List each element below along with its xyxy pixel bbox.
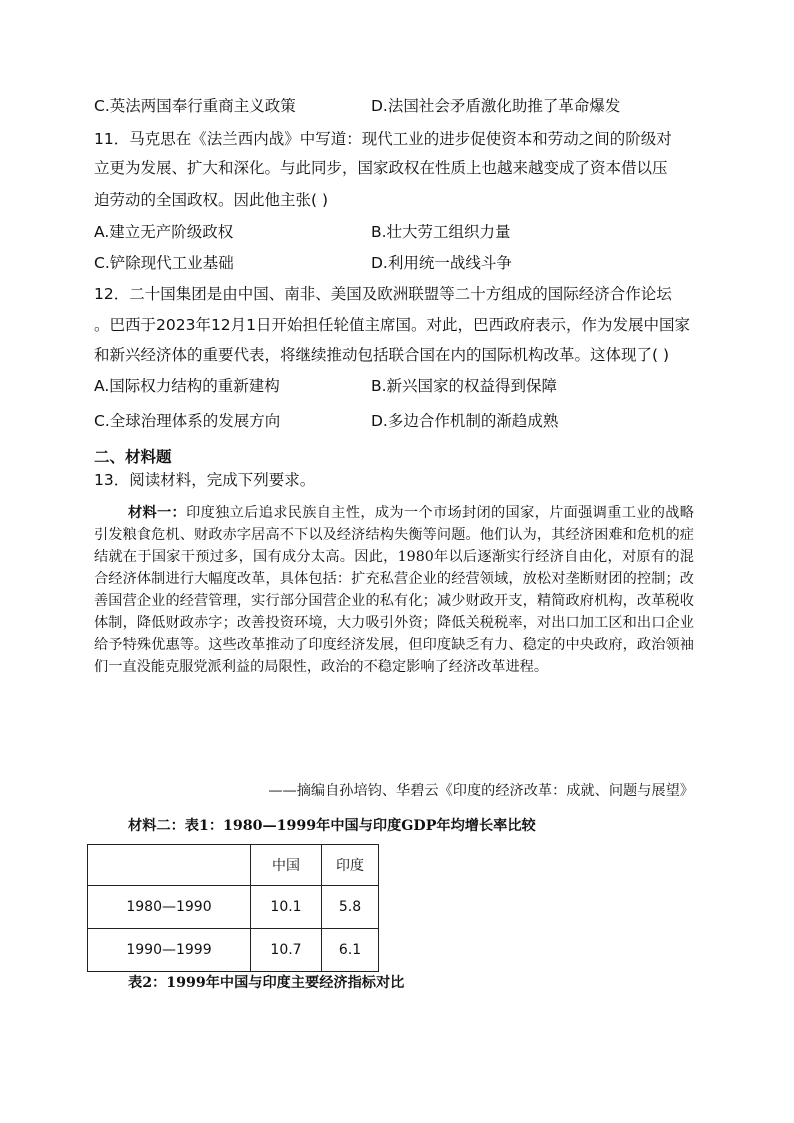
q12-stem-line-3: 和新兴经济体的重要代表，将继续推动包括联合国在内的国际机构改革。这体现了( ) [94,346,670,364]
material-2-header [128,815,688,837]
table-cell: 10.1 [251,886,322,929]
q11-stem-line-1: 11．马克思在《法兰西内战》中写道：现代工业的进步促使资本和劳动之间的阶级对 [94,130,672,148]
q12-option-b: B.新兴国家的权益得到保障 [371,377,558,395]
q12-option-a: A.国际权力结构的重新建构 [94,377,280,395]
gdp-growth-table [87,844,379,972]
material-2-label: 材料二： [128,818,185,834]
q12-option-c: C.全球治理体系的发展方向 [94,412,281,430]
table-header-row [88,845,379,886]
q10-option-c: C.英法两国奉行重商主义政策 [94,97,296,115]
table-header-cell [88,845,251,886]
q12-stem-line-1: 12．二十国集团是由中国、南非、美国及欧洲联盟等二十方组成的国际经济合作论坛 [94,285,672,303]
table-header-cell: 中国 [251,845,322,886]
q12-option-d: D.多边合作机制的渐趋成熟 [371,412,559,430]
material-1-text: 印度独立后追求民族自主性，成为一个市场封闭的国家，片面强调重工业的战略引发粮食危机、财政赤字居高不下以及经济结构失衡等问题。他们认为，其经济困难和危机的症结就在于国家干预过多，国有成分太高。因此，1980年以后逐渐实行经济自由化，对原有的混合经济体制进行大幅度改革，具体包括：扩充私营企业的经营领域，放松对垄断财团的控制；改善国营企业的经营管理，实行部分国营企业的私有化；减少财政开支，精简政府机构，改革税收体制，降低财政赤字；改善投资环境，大力吸引外资；降低关税税率，对出口加工区和出口企业给予特殊优惠等。这些改革推动了印度经济发展，但印度缺乏有力、稳定的中央政府，政治领袖们一直没能克服党派利益的局限性，政治的不稳定影响了经济改革进程。 [94,505,694,675]
table-cell: 1980—1990 [88,886,251,929]
section-heading: 二、材料题 [94,448,172,466]
material-1-label: 材料一： [128,505,187,521]
q13-stem: 13．阅读材料，完成下列要求。 [94,471,316,489]
q12-stem-line-2: 。巴西于2023年12月1日开始担任轮值主席国。对此，巴西政府表示，作为发展中国家 [94,316,691,334]
table-2-caption: 表2：1999年中国与印度主要经济指标对比 [128,975,405,991]
table-cell: 5.8 [322,886,379,929]
table-cell: 10.7 [251,929,322,972]
table-header-cell: 印度 [322,845,379,886]
q11-option-c: C.铲除现代工业基础 [94,254,234,272]
material-1 [94,502,694,678]
q11-option-b: B.壮大劳工组织力量 [371,223,511,241]
q11-option-d: D.利用统一战线斗争 [371,254,512,272]
q11-stem-line-2: 立更为发展、扩大和深化。与此同步，国家政权在性质上也越来越变成了资本借以压 [94,159,668,177]
table-row [88,929,379,972]
q10-option-d: D.法国社会矛盾激化助推了革命爆发 [371,97,621,115]
q11-stem-line-3: 迫劳动的全国政权。因此他主张( ) [94,191,329,209]
material-1-source: ——摘编自孙培钧、华碧云《印度的经济改革：成就、问题与展望》 [268,783,694,799]
table-1-caption: 表1：1980—1999年中国与印度GDP年均增长率比较 [184,818,536,834]
table-cell: 6.1 [322,929,379,972]
table-row [88,886,379,929]
q11-option-a: A.建立无产阶级政权 [94,223,234,241]
table-cell: 1990—1999 [88,929,251,972]
